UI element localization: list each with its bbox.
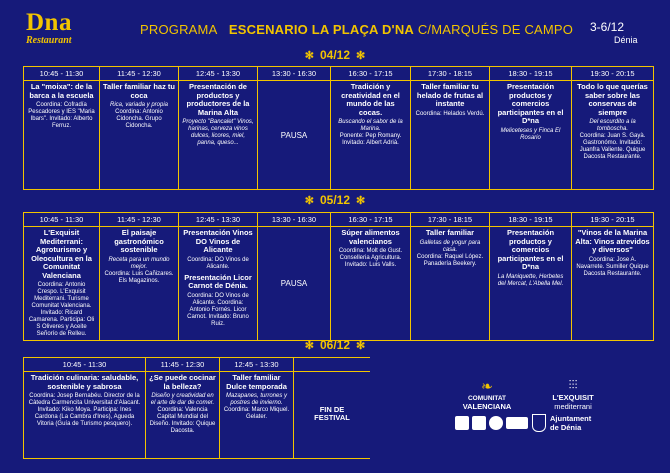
event-cell — [100, 81, 179, 189]
pause-cell — [258, 227, 331, 340]
event-title: Tradición y creatividad en el mundo de las cocas. — [341, 82, 400, 117]
schedule-day-2 — [23, 212, 654, 341]
event-title: Taller familiar haz tu coca — [103, 82, 175, 100]
event-info: Coordina: Cofradía Pescadores y IES "Maria Ibars". Invitado: Alberto Ferruz. — [28, 102, 95, 129]
event-info: Coordina: DO Vinos de Alicante. — [187, 256, 249, 270]
time-slot: 10:45 - 11:30 — [24, 358, 146, 371]
event-title: L'Exquisit Mediterrani: Agroturismo y Oleocultura en la Comunitat Valenciana — [31, 228, 92, 280]
time-row — [24, 213, 653, 227]
title-pre: PROGRAMA — [140, 22, 218, 37]
exquisit-mark-icon: ⫶⫶⫶ — [568, 378, 578, 392]
ajuntament-line1: Ajuntament — [550, 414, 592, 423]
event-row — [24, 81, 653, 189]
time-slot: 17:30 - 18:15 — [411, 213, 490, 226]
event-cell — [100, 227, 179, 340]
time-slot: 19:30 - 20:15 — [590, 69, 635, 78]
day-header-3 — [0, 338, 670, 352]
event-desc: Rica, variada y propia — [109, 102, 169, 108]
exquisit-logo — [528, 378, 618, 411]
time-slot: 16:30 - 17:15 — [331, 67, 411, 80]
dna-logo: Dna — [26, 9, 72, 36]
star-icon: ✻ — [356, 49, 366, 62]
restaurant-subtitle: Restaurant — [26, 35, 72, 46]
page-title — [140, 22, 573, 37]
event-cell — [179, 81, 258, 189]
time-slot: 13:30 - 16:30 — [258, 213, 331, 226]
event-title: Taller familiar — [425, 228, 475, 237]
star-icon: ✻ — [304, 49, 314, 62]
day-label: 06/12 — [319, 338, 351, 352]
event-cell — [331, 81, 411, 189]
exq-line1: L'EXQUISIT — [552, 393, 594, 402]
time-slot: 11:45 - 12:30 — [100, 67, 179, 80]
time-slot: 12:45 - 13:30 — [179, 213, 258, 226]
event-desc: Mazapanes, turrones y postres de invierno. — [225, 393, 288, 406]
event-title: El paisaje gastronómico sostenible — [114, 228, 164, 254]
event-info: Coordina: Valencia Capital Mundial del Diseño. Invitado: Quique Dacosta. — [149, 407, 216, 434]
event-desc: Buscando el sabor de la Marina. — [338, 119, 403, 132]
event-title: Presentación de productos y productores de la Marina Alta — [186, 82, 250, 117]
event-cell — [220, 372, 294, 458]
event-cell — [411, 81, 490, 189]
star-icon: ✻ — [356, 339, 366, 352]
event-title: La "moixa": de la barca a la escuela — [29, 82, 94, 100]
seal-icon — [455, 416, 469, 430]
event-info: Coordina: Marco Miquel. Gelater. — [223, 407, 290, 420]
time-slot: 18:30 - 19:15 — [490, 67, 572, 80]
time-slot: 18:30 - 19:15 — [490, 213, 572, 226]
event-info: Coordina: Helados Verdú. — [415, 110, 485, 117]
event-title: Súper alimentos valencianos — [341, 228, 400, 246]
event-info: Coordina: Antonio Crespo. L'Exquisit Mediterrani. Turisme Comunitat Valenciana. Invitado: Ricard Camarena. Participa: Oli S Oliveres y Aceite Señorío de Relleu. — [28, 282, 95, 337]
day-label: 04/12 — [319, 48, 351, 62]
time-slot-empty — [294, 358, 370, 371]
time-slot: 12:45 - 13:30 — [220, 358, 294, 371]
star-icon: ✻ — [304, 339, 314, 352]
time-row — [24, 358, 370, 372]
title-bold: ESCENARIO LA PLAÇA D'NA — [228, 22, 415, 37]
event-cell — [146, 372, 220, 458]
event-info: Coordina: Raquel López. Panadería Beekery. — [416, 253, 484, 267]
event-info: Coordina: Juan S. Gayà. Gastronómo. Invitado: Juanfra Valiente. Quique Dacosta Restaurante. — [579, 133, 646, 160]
event-cell — [490, 81, 572, 189]
event-row — [24, 372, 370, 458]
time-slot: 10:45 - 11:30 — [24, 67, 100, 80]
time-slot: 19:30 - 20:15 — [590, 215, 635, 224]
cv-mark-icon: ❧ — [481, 378, 493, 394]
event-title: Presentación productos y comercios participantes en el D*na — [497, 228, 564, 271]
pause-label: PAUSA — [280, 279, 308, 288]
event-info: Coordina: Luis Cañizares. Els Magazinos. — [104, 270, 174, 284]
closing-cell — [294, 372, 370, 458]
cv-line1: COMUNITAT — [467, 395, 507, 402]
cv-line2: VALENCIANA — [462, 402, 512, 411]
seal-icon — [472, 416, 486, 430]
schedule-day-3 — [23, 357, 370, 459]
pause-label: PAUSA — [280, 130, 308, 140]
star-icon: ✻ — [356, 194, 366, 207]
event-title: Taller familiar tu helado de frutas al instante — [416, 82, 484, 108]
exq-line2: mediterrani — [554, 402, 592, 411]
event-desc: La Maniquette, Herbetes del Mercat, L'Abella Mel. — [497, 273, 564, 287]
time-slot: 17:30 - 18:15 — [411, 67, 490, 80]
event-cell — [179, 227, 258, 340]
day-label: 05/12 — [319, 193, 351, 207]
event-row — [24, 227, 653, 340]
ajuntament-line2: de Dénia — [550, 423, 582, 432]
event-cell — [490, 227, 572, 340]
time-row — [24, 67, 653, 81]
event-info: Coordina: Josep Bernabéu. Director de la Càtedra Carmencita Universitat d'Alacant. Invitado: Kiko Moya. Participa: Ines Cardona (La Cambra d'Ines), Agueda Vitoria (Guía de Turismo pesquero). — [28, 393, 141, 427]
comunitat-valenciana-logo — [452, 378, 522, 411]
event-cell — [572, 81, 653, 189]
day-header-2 — [0, 193, 670, 207]
day-header-1 — [0, 48, 670, 62]
event-desc: Meliceteses y Finca El Rosario — [500, 127, 561, 141]
event-desc: Galletas de yogur para casa. — [419, 239, 481, 253]
event-desc: Diseño y creatividad en el arte de dar de comer. — [150, 393, 215, 406]
event-title: Presentación productos y comercios participantes en el D*na — [497, 82, 564, 125]
event-title: Presentación Vinos DO Vinos de Alicante — [183, 228, 253, 254]
event-cell — [24, 227, 100, 340]
time-slot: 11:45 - 12:30 — [100, 213, 179, 226]
event-info: Coordina: Jose A. Navarrete. Sumiller Quique Dacosta Restaurante. — [576, 256, 649, 277]
seal-icon — [489, 416, 503, 430]
star-icon: ✻ — [304, 194, 314, 207]
event-desc: Receta para un mundo mejor. — [108, 256, 170, 270]
event-cell — [411, 227, 490, 340]
event-cell — [572, 227, 653, 340]
schedule-day-1 — [23, 66, 654, 190]
event-cell — [24, 81, 100, 189]
time-slot: 16:30 - 17:15 — [331, 213, 411, 226]
ajuntament-logo — [532, 414, 591, 432]
event-desc: Del escurdito a la tomboscha. — [589, 119, 636, 132]
time-slot: 13:30 - 16:30 — [258, 67, 331, 80]
time-slot: 12:45 - 13:30 — [179, 67, 258, 80]
event-info: Coordina: DO Vinos de Alicante. Coordina: Antonio Fornés. Licor Carnot. Invitado: Bruno Ruiz. — [187, 292, 249, 327]
time-slot: 10:45 - 11:30 — [24, 213, 100, 226]
event-title: Todo lo que querías saber sobre las conservas de siempre — [577, 82, 648, 117]
time-slot: 11:45 - 12:30 — [146, 358, 220, 371]
sponsor-seals — [455, 412, 530, 434]
date-range: 3-6/12 — [590, 20, 625, 34]
city-label: Dénia — [614, 35, 638, 45]
title-post: C/MARQUÉS DE CAMPO — [417, 22, 574, 37]
event-title: Taller familiar Dulce temporada — [226, 373, 287, 391]
shield-icon — [532, 414, 546, 432]
event-title: ¿Se puede cocinar la belleza? — [149, 373, 216, 391]
event-info: Ponente: Pep Romany. Invitado: Albert Adrià. — [339, 133, 402, 146]
event-title: Presentación Licor Carnot de Dénia. — [184, 272, 252, 290]
event-title: Tradición culinaria: saludable, sostenible y sabrosa — [30, 373, 139, 391]
seal-icon — [506, 417, 528, 429]
event-cell — [24, 372, 146, 458]
event-info: Coordina: Molt de Gust. Conselleria Agricultura. Invitado: Luis Valls. — [338, 248, 403, 268]
event-title: "Vinos de la Marina Alta: Vinos atrevidos y diversos" — [575, 228, 650, 254]
event-info: Coordina: Antonio Cidoncha. Grupo Cidoncha. — [115, 109, 163, 129]
closing-label: FIN DE FESTIVAL — [314, 404, 350, 422]
event-cell — [331, 227, 411, 340]
pause-cell — [258, 81, 331, 189]
event-desc: Proyecto "Bancalet" Vinos, harinas, cerveza vinos dulces, licores, miel, panna, queso... — [182, 119, 254, 146]
